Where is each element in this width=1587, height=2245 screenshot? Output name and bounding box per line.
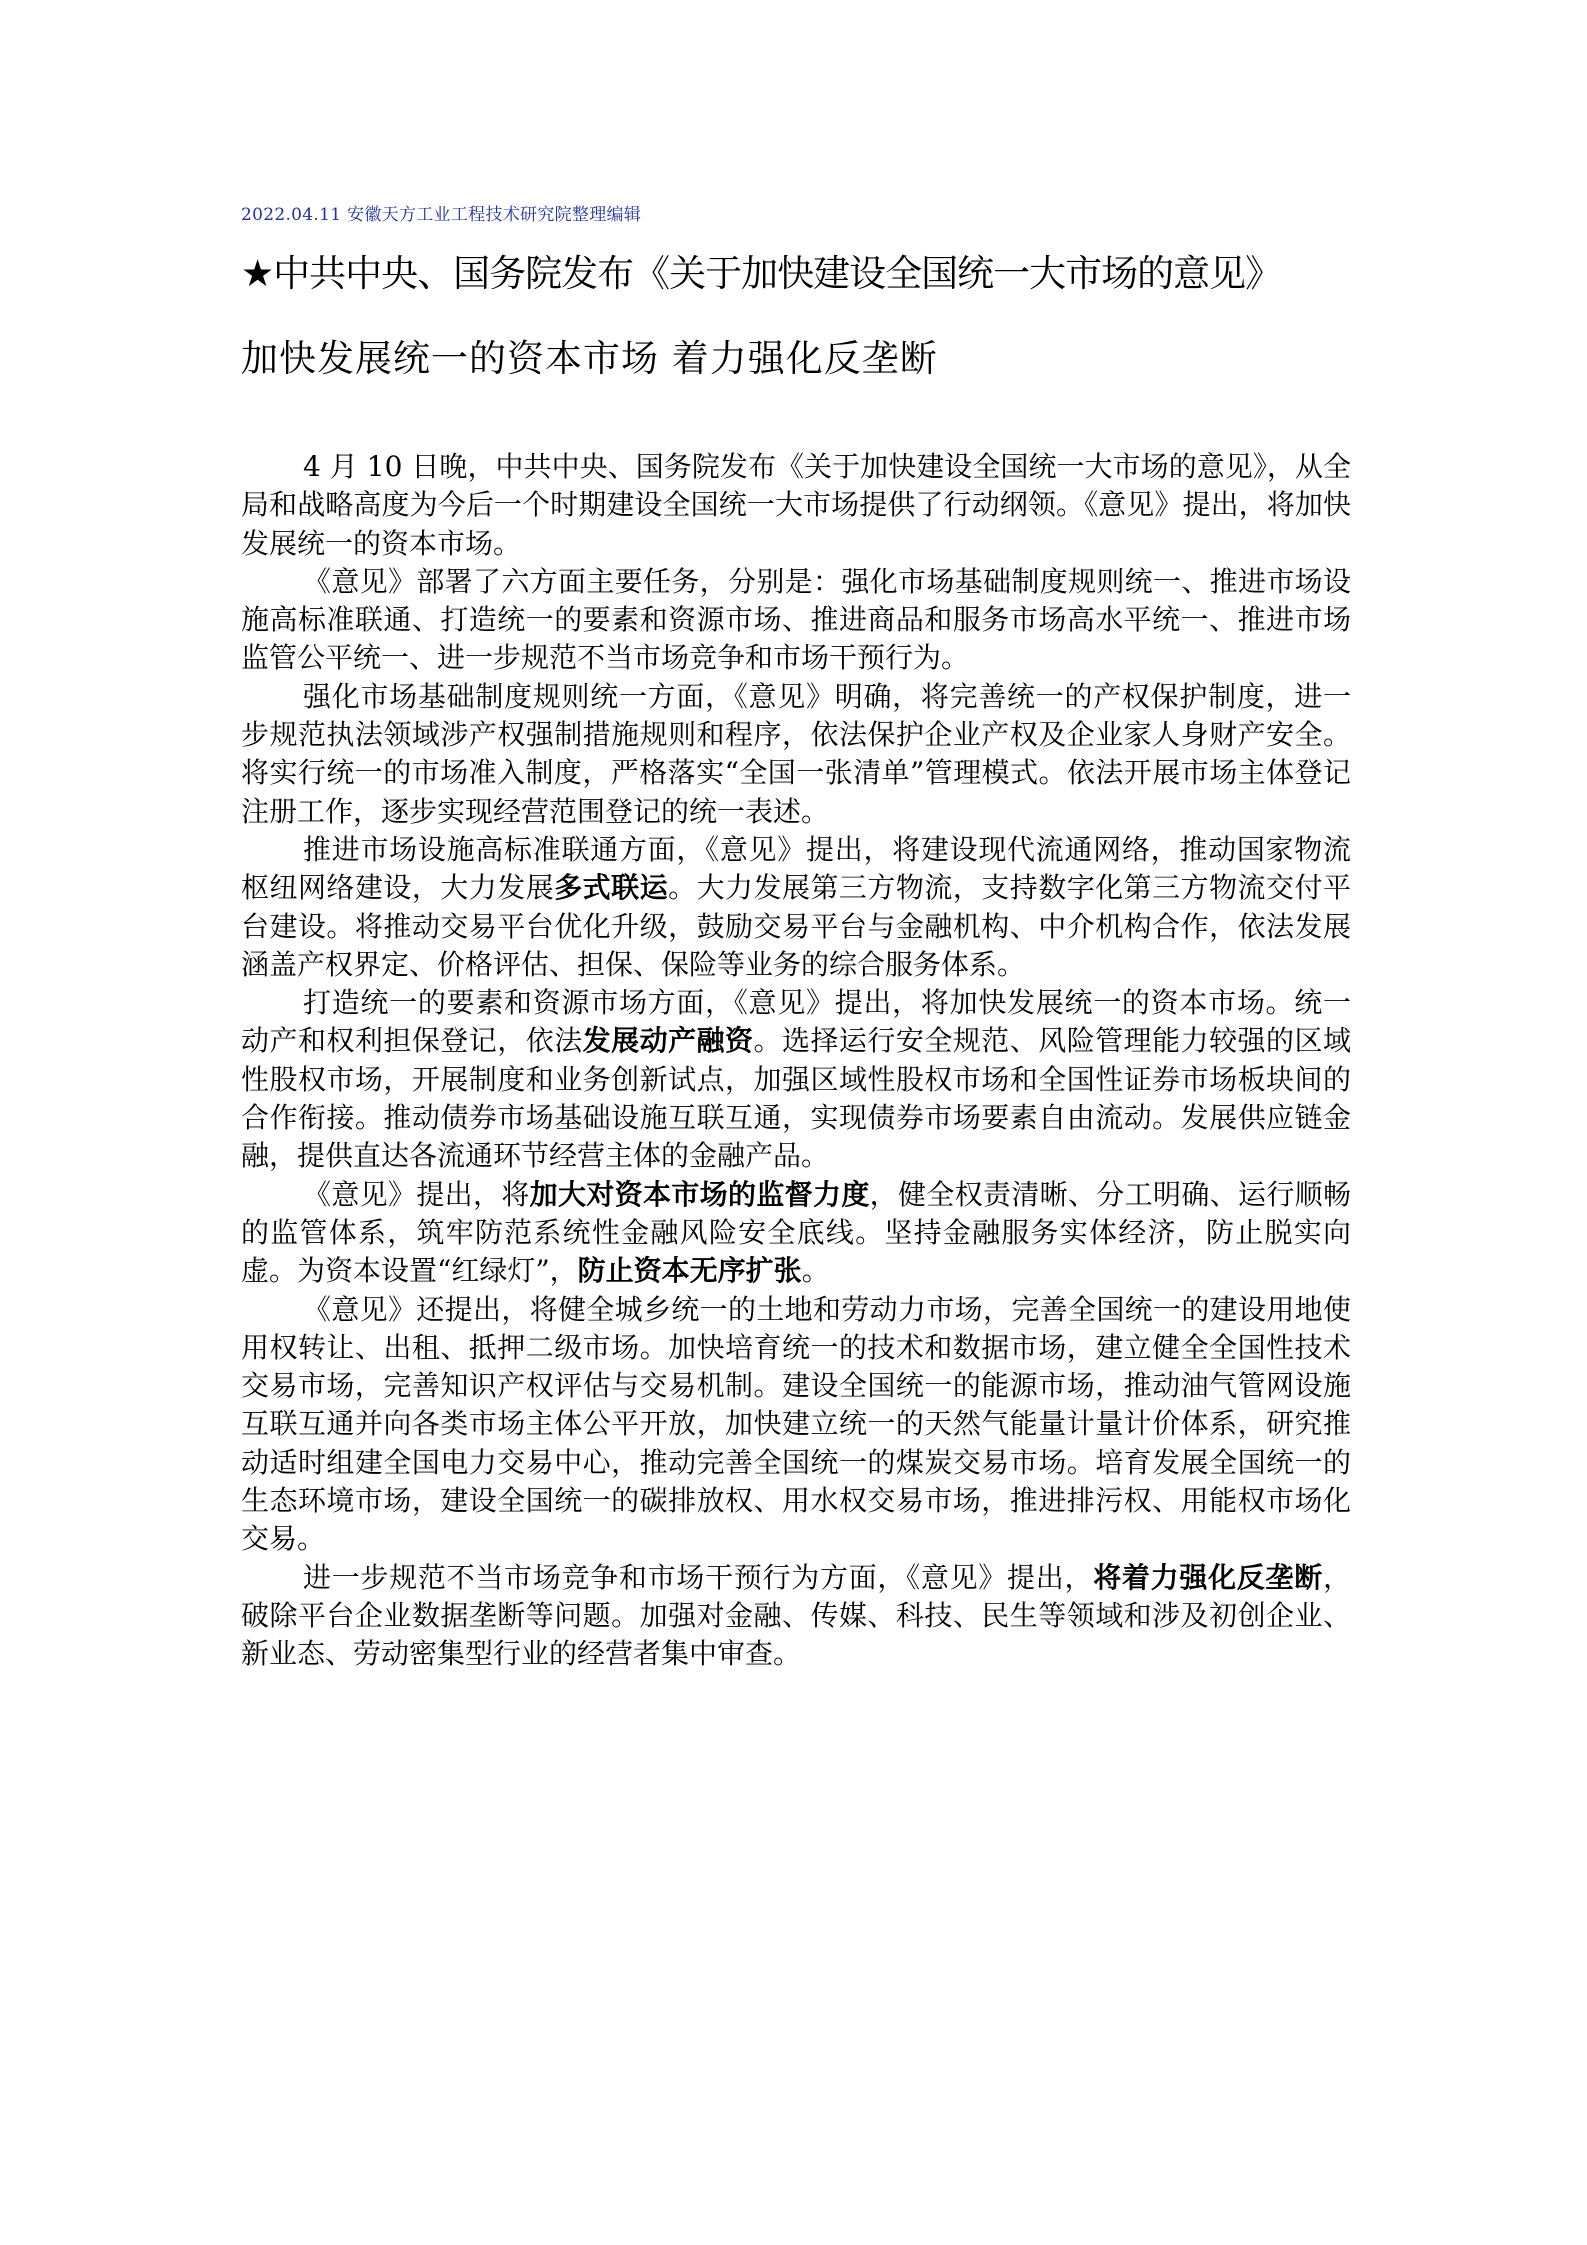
source-header: 2022.04.11 安徽天方工业工程技术研究院整理编辑 [241,205,642,225]
paragraph-2: 《意见》部署了六方面主要任务，分别是：强化市场基础制度规则统一、推进市场设施高标准联通、打造统一的要素和资源市场、推进商品和服务市场高水平统一、推进市场监管公平统一、进一步规范不当市场竞争和市场干预行为。 [241,564,1351,675]
paragraph-4-text-a: 推进市场设施高标准联通方面，《意见》提出，将建设现代流通网络，推动国家物流枢纽网络建设，大力发展 [241,832,1351,905]
paragraph-8 [241,1559,1351,1674]
paragraph-7: 《意见》还提出，将健全城乡统一的土地和劳动力市场，完善全国统一的建设用地使用权转让、出租、抵押二级市场。加快培育统一的技术和数据市场，建立健全全国性技术交易市场，完善知识产权评估与交易机制。建设全国统一的能源市场，推动油气管网设施互联互通并向各类市场主体公平开放，加快建立统一的天然气能量计量计价体系，研究推动适时组建全国电力交易中心，推动完善全国统一的煤炭交易市场。培育发展全国统一的生态环境市场，建设全国统一的碳排放权、用水权交易市场，推进排污权、用能权市场化交易。 [241,1292,1351,1556]
paragraph-4 [241,831,1351,984]
paragraph-6-text-c: ，健全权责清晰、分工明确、运行顺畅的监管体系，筑牢防范系统性金融风险安全底线。坚持金融服务实体经济，防止脱实向虚。为资本设置“红绿灯”， [241,1177,1351,1288]
paragraph-8-text-a: 进一步规范不当市场竞争和市场干预行为方面，《意见》提出， [303,1560,1094,1594]
paragraph-6 [241,1176,1351,1291]
paragraph-4-text-c: 。大力发展第三方物流，支持数字化第三方物流交付平台建设。将推动交易平台优化升级，鼓励交易平台与金融机构、中介机构合作，依法发展涵盖产权界定、价格评估、担保、保险等业务的综合服务体系。 [241,871,1351,981]
paragraph-5-text-c: 。选择运行安全规范、风险管理能力较强的区域性股权市场，开展制度和业务创新试点，加强区域性股权市场和全国性证券市场板块间的合作衔接。推动债券市场基础设施互联互通，实现债券市场要素自由流动。发展供应链金融，提供直达各流通环节经营主体的金融产品。 [241,1024,1351,1173]
article-body [241,448,1351,1674]
paragraph-1: 4 月 10 日晚，中共中央、国务院发布《关于加快建设全国统一大市场的意见》，从全局和战略高度为今后一个时期建设全国统一大市场提供了行动纲领。《意见》提出，将加快发展统一的资本市场。 [241,450,1351,560]
paragraph-6-text-a: 《意见》提出，将 [303,1177,530,1211]
paragraph-8-bold: 将着力强化反垄断 [1093,1560,1323,1594]
paragraph-6-bold-1: 加大对资本市场的监督力度 [529,1177,870,1211]
paragraph-5-bold: 发展动产融资 [582,1024,754,1058]
paragraph-6-text-e: 。 [801,1254,830,1288]
paragraph-5-text-a: 打造统一的要素和资源市场方面，《意见》提出，将加快发展统一的资本市场。统一动产和权利担保登记，依法 [241,986,1351,1058]
paragraph-4-bold: 多式联运 [554,871,669,905]
paragraph-3: 强化市场基础制度规则统一方面，《意见》明确，将完善统一的产权保护制度，进一步规范执法领域涉产权强制措施规则和程序，依法保护企业产权及企业家人身财产安全。将实行统一的市场准入制度，严格落实“全国一张清单”管理模式。依法开展市场主体登记注册工作，逐步实现经营范围登记的统一表述。 [241,679,1351,828]
paragraph-5 [241,984,1351,1175]
main-title: ★中共中央、国务院发布《关于加快建设全国统一大市场的意见》 [241,252,1282,295]
paragraph-6-bold-2: 防止资本无序扩张 [577,1254,802,1288]
paragraph-8-text-c: ，破除平台企业数据垄断等问题。加强对金融、传媒、科技、民生等领域和涉及初创企业、新业态、劳动密集型行业的经营者集中审查。 [241,1560,1351,1671]
sub-title: 加快发展统一的资本市场 着力强化反垄断 [241,337,938,380]
